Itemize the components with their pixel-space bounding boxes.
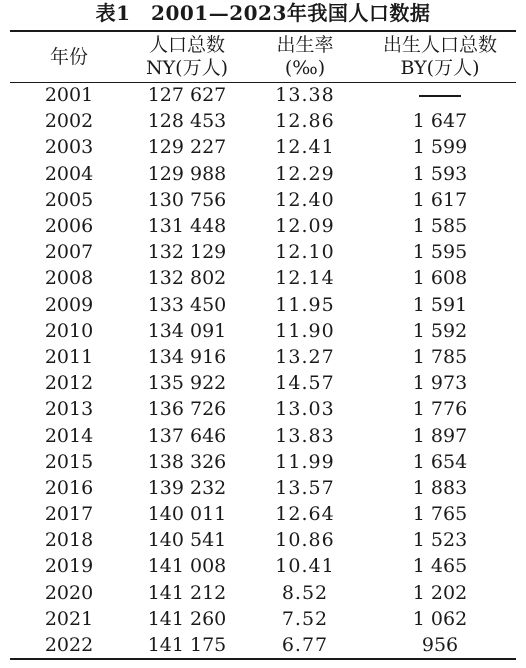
cell-birth-rate: 12.86 [275, 110, 335, 133]
header-birth-rate-line1: 出生率 [276, 34, 334, 56]
cell-births: 1 654 [412, 450, 468, 473]
table-row [10, 553, 516, 579]
cell-year: 2010 [44, 319, 94, 342]
cell-births: 1 608 [412, 267, 468, 290]
cell-births: 1 765 [412, 503, 468, 526]
cell-birth-rate: 13.27 [275, 345, 335, 368]
cell-birth-rate: 13.38 [275, 84, 335, 107]
cell-population: 140 011 [147, 503, 227, 526]
cell-birth-rate: 12.64 [275, 503, 335, 526]
cell-population: 140 541 [147, 529, 227, 552]
cell-year: 2020 [44, 581, 94, 604]
cell-births: 1 776 [412, 398, 468, 421]
cell-year: 2015 [44, 450, 94, 473]
header-birth-rate-line2: (‰) [284, 57, 326, 79]
cell-population: 134 091 [147, 319, 227, 342]
cell-birth-rate: 10.41 [275, 555, 335, 578]
cell-population: 127 627 [147, 84, 227, 107]
table-row [10, 239, 516, 265]
header-year-label: 年份 [49, 45, 88, 68]
cell-population: 139 232 [147, 476, 227, 499]
table-row [10, 292, 516, 318]
cell-population: 138 326 [147, 450, 227, 473]
table-row [10, 108, 516, 134]
cell-year: 2008 [44, 267, 94, 290]
table-row [10, 265, 516, 291]
cell-year: 2021 [44, 607, 94, 630]
cell-population: 132 129 [147, 241, 227, 264]
cell-year: 2009 [44, 293, 94, 316]
cell-year: 2006 [44, 215, 94, 238]
cell-birth-rate: 12.14 [275, 267, 335, 290]
cell-population: 141 008 [147, 555, 227, 578]
cell-birth-rate: 13.03 [275, 398, 335, 421]
cell-birth-rate: 6.77 [281, 634, 329, 657]
cell-year: 2005 [44, 188, 94, 211]
cell-births: 1 585 [412, 215, 468, 238]
cell-births: 1 465 [412, 555, 468, 578]
cell-population: 129 227 [147, 136, 227, 159]
header-population [128, 32, 246, 82]
header-population-line1: 人口总数 [148, 34, 225, 56]
cell-year: 2019 [44, 555, 94, 578]
cell-year: 2022 [44, 634, 94, 657]
cell-births: 1 523 [412, 529, 468, 552]
cell-population: 141 260 [147, 607, 227, 630]
bottom-rule [10, 658, 516, 660]
table-row [10, 187, 516, 213]
table-row [10, 580, 516, 606]
cell-births: 1 593 [412, 162, 468, 185]
cell-births: 1 599 [412, 136, 468, 159]
header-population-line2: NY(万人) [146, 57, 228, 79]
cell-birth-rate: 12.41 [275, 136, 335, 159]
cell-year: 2016 [44, 476, 94, 499]
cell-population: 130 756 [147, 188, 227, 211]
table-row [10, 213, 516, 239]
cell-birth-rate: 11.90 [275, 319, 335, 342]
cell-birth-rate: 12.29 [275, 162, 335, 185]
cell-births: 1 973 [412, 372, 468, 395]
header-row [10, 32, 516, 82]
cell-year: 2012 [44, 372, 94, 395]
cell-year: 2014 [44, 424, 94, 447]
cell-births: 1 897 [412, 424, 468, 447]
cell-population: 141 212 [147, 581, 227, 604]
cell-birth-rate: 13.57 [275, 476, 335, 499]
cell-births: 1 595 [412, 241, 468, 264]
empty-value-dash [419, 95, 461, 97]
cell-population: 134 916 [147, 345, 227, 368]
cell-population: 137 646 [147, 424, 227, 447]
table-row [10, 344, 516, 370]
cell-population: 128 453 [147, 110, 227, 133]
cell-year: 2017 [44, 503, 94, 526]
cell-birth-rate: 13.83 [275, 424, 335, 447]
header-births-line2: BY(万人) [400, 57, 480, 79]
header-births-line1: 出生人口总数 [382, 34, 497, 56]
cell-year: 2001 [44, 84, 94, 107]
cell-population: 133 450 [147, 293, 227, 316]
cell-births: 1 591 [412, 293, 468, 316]
cell-year: 2004 [44, 162, 94, 185]
table-row [10, 449, 516, 475]
cell-birth-rate: 11.99 [275, 450, 335, 473]
cell-year: 2011 [44, 345, 94, 368]
cell-year: 2007 [44, 241, 94, 264]
table-caption: 表1 2001—2023年我国人口数据 [95, 1, 431, 25]
cell-births [364, 82, 516, 108]
cell-births: 956 [421, 634, 459, 657]
cell-year: 2003 [44, 136, 94, 159]
table-row [10, 82, 516, 108]
table-row [10, 632, 516, 658]
table-body [10, 82, 516, 658]
table-row [10, 501, 516, 527]
cell-births: 1 883 [412, 476, 468, 499]
table-row [10, 161, 516, 187]
cell-population: 135 922 [147, 372, 227, 395]
header-births [364, 32, 516, 82]
cell-birth-rate: 8.52 [281, 581, 329, 604]
cell-population: 131 448 [147, 215, 227, 238]
cell-births: 1 785 [412, 345, 468, 368]
cell-birth-rate: 12.09 [275, 215, 335, 238]
header-year [10, 32, 128, 82]
cell-year: 2002 [44, 110, 94, 133]
cell-population: 129 988 [147, 162, 227, 185]
table-header [10, 32, 516, 82]
population-table [10, 32, 516, 658]
cell-birth-rate: 12.10 [275, 241, 335, 264]
cell-births: 1 592 [412, 319, 468, 342]
table-row [10, 370, 516, 396]
table-row [10, 318, 516, 344]
table-row [10, 475, 516, 501]
table-row [10, 134, 516, 160]
cell-year: 2018 [44, 529, 94, 552]
cell-births: 1 617 [412, 188, 468, 211]
header-birth-rate [246, 32, 364, 82]
cell-birth-rate: 14.57 [275, 372, 335, 395]
cell-year: 2013 [44, 398, 94, 421]
table-row [10, 606, 516, 632]
table-row [10, 396, 516, 422]
cell-births: 1 062 [412, 607, 468, 630]
cell-births: 1 202 [412, 581, 468, 604]
cell-population: 141 175 [147, 634, 227, 657]
cell-population: 136 726 [147, 398, 227, 421]
cell-birth-rate: 10.86 [275, 529, 335, 552]
table-row [10, 527, 516, 553]
cell-birth-rate: 12.40 [275, 188, 335, 211]
cell-birth-rate: 7.52 [281, 607, 329, 630]
cell-births: 1 647 [412, 110, 468, 133]
cell-population: 132 802 [147, 267, 227, 290]
cell-birth-rate: 11.95 [275, 293, 335, 316]
table-row [10, 422, 516, 448]
